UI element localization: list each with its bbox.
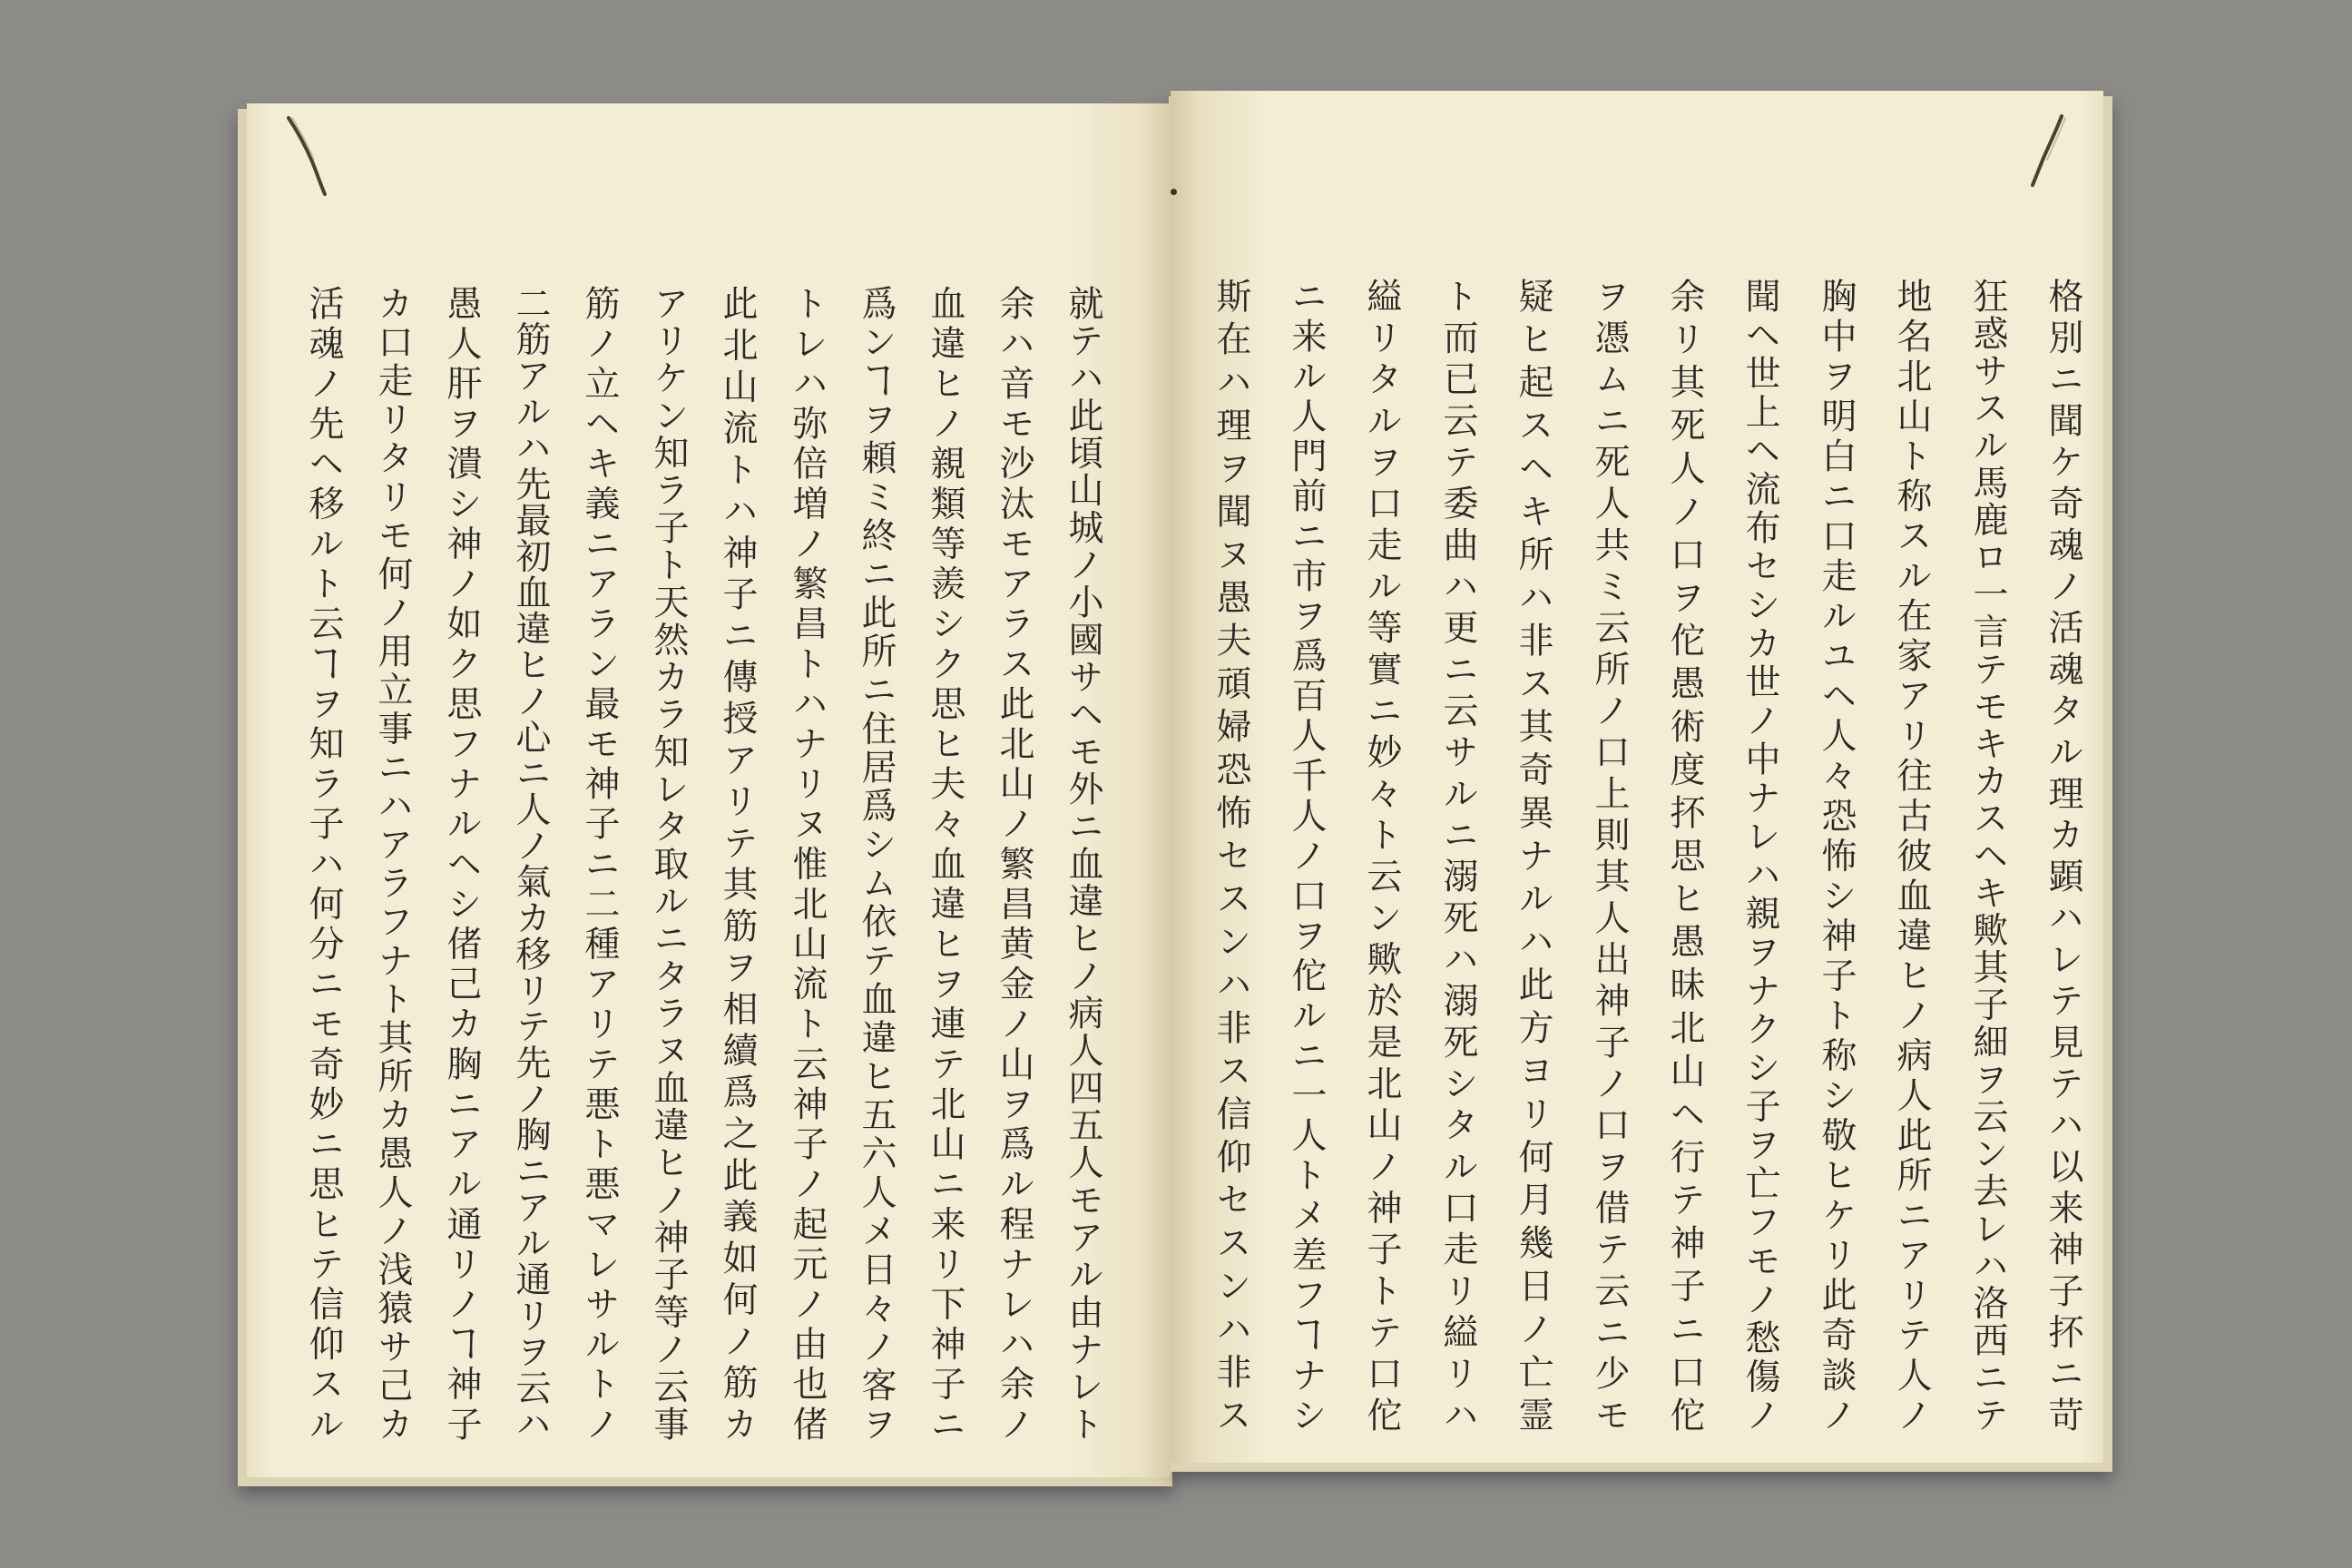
text-column: 斯在ハ理ヲ聞ヌ愚夫頑婦恐怖セスンハ非ス信仰セスンハ非ス [1210, 278, 1251, 1432]
text-column: 格別ニ聞ケ奇魂ノ活魂タル理カ顕ハレテ見テハ以来神子抔ニ苛 [2043, 278, 2083, 1432]
text-column: 余ハ音モ沙汰モアラス此北山ノ繁昌黄金ノ山ヲ爲ル程ナレハ余ノ [994, 285, 1034, 1441]
text-column: 縊リタルヲ口走ル等實ニ妙々ト云ン歟於是北山ノ神子トテ口佗 [1361, 278, 1402, 1432]
text-column: 此北山流トハ神子ニ傳授アリテ其筋ヲ相續爲之此義如何ノ筋カ [717, 285, 758, 1441]
text-column: ニ来ル人門前ニ市ヲ爲百人千人ノ口ヲ佗ルニ一人トメ差フヿナシ [1286, 278, 1327, 1432]
text-column: 活魂ノ先ヘ移ルト云ヿヲ知ラ子ハ何分ニモ奇妙ニ思ヒテ信仰スル [303, 285, 344, 1441]
text-column: 愚人肝ヲ潰シ神ノ如ク思フナルヘシ偖己カ胸ニアル通リノヿ神子 [441, 285, 482, 1441]
text-column: 爲ンヿヲ頼ミ終ニ此所ニ住居爲シム依テ血違ヒ五六人メ日々ノ客ヲ [856, 285, 897, 1441]
left-page [247, 103, 1171, 1477]
text-column: トレハ弥倍増ノ繁昌トハナリヌ惟北山流ト云神子ノ起元ノ由也偖 [787, 285, 828, 1442]
text-column: 筋ノ立ヘキ義ニアラン最モ神子ニ二種アリテ悪ト悪マレサルトノ [579, 285, 620, 1441]
text-column: カ口走リタリモ何ノ用立事ニハアラフナト其所カ愚人ノ浅猿サ己カ [372, 285, 413, 1441]
text-column: ヲ憑ムニ死人共ミ云所ノ口上則其人出神子ノ口ヲ借テ云ニ少モ [1589, 278, 1630, 1432]
text-column: 胸中ヲ明白ニ口走ルユヘ人々恐怖シ神子ト称シ敬ヒケリ此奇談ノ [1816, 278, 1857, 1432]
text-column: 地名北山ト称スル在家アリ往古彼血違ヒノ病人此所ニアリテ人ノ [1891, 278, 1932, 1432]
text-column: 就テハ此頃山城ノ小國サヘモ外ニ血違ヒノ病人四五人モアル由ナレト [1063, 285, 1103, 1441]
text-column: 余リ其死人ノ口ヲ佗愚術度抔思ヒ愚昧北山ヘ行テ神子ニ口佗 [1664, 278, 1705, 1432]
text-column: 疑ヒ起スヘキ所ハ非ス其奇異ナルハ此方ヨリ何月幾日ノ亡霊 [1513, 278, 1553, 1432]
text-column: アリケン知ラ子ト天然カラ知レタ取ルニタラヌ血違ヒノ神子等ノ云事 [648, 285, 689, 1441]
text-column: 聞ヘ世上ヘ流布セシカ世ノ中ナレハ親ヲナクシ子ヲ亡フモノ愁傷ノ [1740, 278, 1780, 1432]
text-column: 二筋アルハ先最初血違ヒノ心ニ人ノ氣カ移リテ先ノ胸ニアル通リヲ云ハ [510, 285, 551, 1441]
gutter-binding-mark [1171, 189, 1177, 195]
text-column: 血違ヒノ親類等羨シク思ヒ夫々血違ヒヲ連テ北山ニ来リ下神子ニ [925, 285, 965, 1441]
right-page [1171, 91, 2103, 1463]
text-column: 狂惑サスル馬鹿ロ一言テモキカスヘキ歟其子細ヲ云ン去レハ洛西ニテ [1967, 278, 2008, 1432]
text-column: ト而已云テ委曲ハ更ニ云サルニ溺死ハ溺死シタル口走リ縊リハ [1437, 278, 1478, 1432]
